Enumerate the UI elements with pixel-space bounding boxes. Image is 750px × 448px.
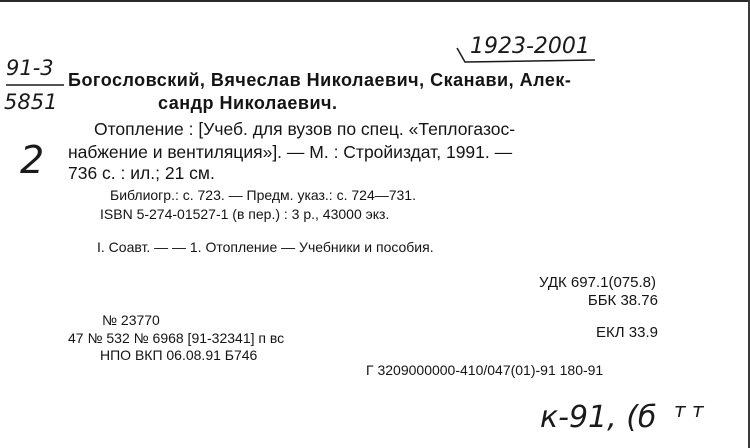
udk-code: УДК 697.1(075.8): [539, 274, 656, 291]
title-line2: набжение и вентиляция»]. — М. : Стройиздат, 1991. —: [68, 142, 513, 162]
years-underline: [455, 40, 605, 66]
notes-isbn: ISBN 5-274-01527-1 (в пер.) : 3 р., 43000 экз.: [100, 206, 390, 222]
title-line3: 736 с. : ил.; 21 см.: [68, 163, 215, 183]
handwritten-marks-right: т т: [674, 398, 704, 422]
notes-bibliography: Библиогр.: с. 723. — Предм. указ.: с. 724—731.: [110, 187, 416, 203]
bbk-code: ББК 38.76: [587, 292, 658, 309]
author-heading-line2: сандр Николаевич.: [158, 93, 338, 113]
shelf-underline: [4, 82, 66, 88]
handwritten-shelf-2: 5851: [4, 90, 58, 114]
handwritten-shelf-1: 91-3: [6, 56, 54, 80]
handwritten-inventory: к-91, (б: [540, 400, 657, 435]
print-npo: НПО ВКП 06.08.91 Б746: [100, 347, 258, 363]
author-heading-line1: Богословский, Вячеслав Николаевич, Сканави, Алек-: [68, 70, 572, 90]
handwritten-years: 1923-2001: [470, 34, 590, 59]
card-top-edge: [0, 0, 750, 2]
ekl-code: ЕКЛ 33.9: [596, 324, 658, 341]
print-order: 47 № 532 № 6968 [91-32341] п вс: [68, 330, 285, 346]
handwritten-copies: 2: [20, 138, 45, 182]
print-number: № 23770: [102, 312, 160, 328]
print-code: Г 3209000000-410/047(01)-91 180-91: [366, 362, 604, 378]
tracings: I. Соавт. — — 1. Отопление — Учебники и пособия.: [97, 239, 434, 255]
title-line1: Отопление : [Учеб. для вузов по спец. «Теплогазос-: [94, 119, 516, 139]
